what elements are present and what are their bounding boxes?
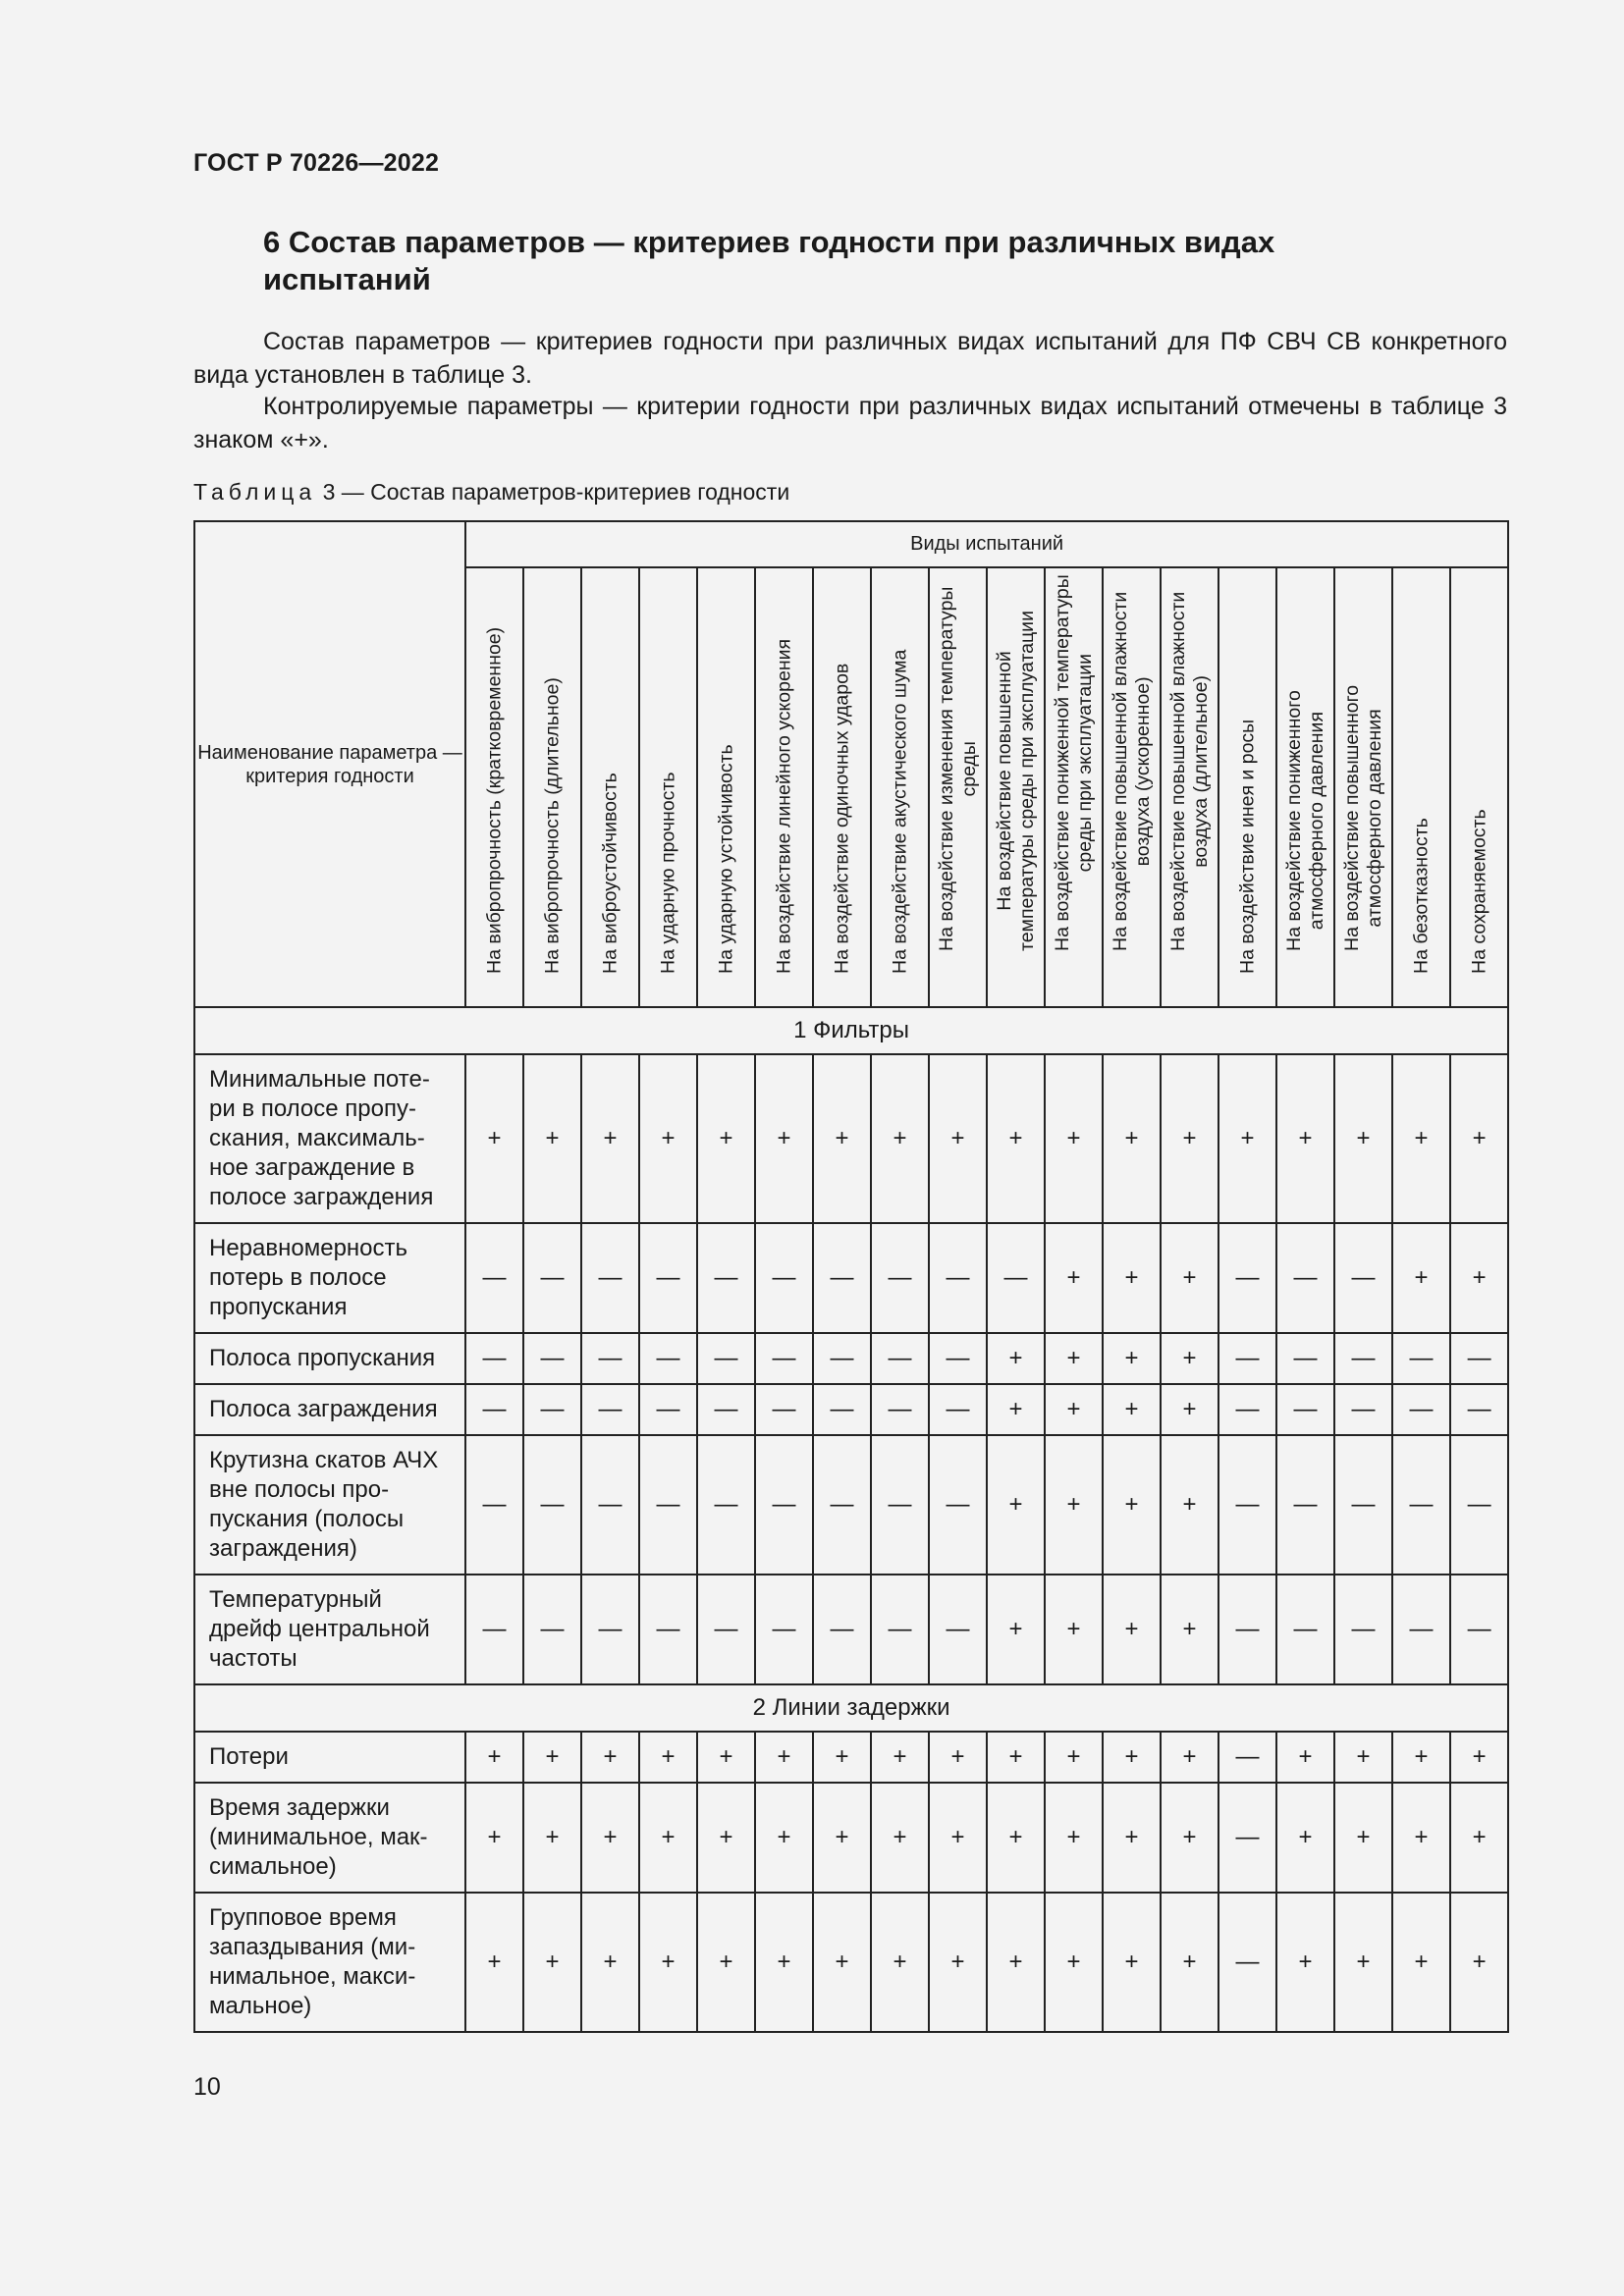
test-type-column-header — [987, 567, 1045, 1007]
criterion-mark-cell: — — [1218, 1732, 1276, 1783]
criterion-mark-cell: + — [581, 1054, 639, 1223]
criterion-mark-cell: — — [871, 1333, 929, 1384]
criterion-mark-cell: + — [523, 1783, 581, 1893]
criterion-mark-cell: + — [1103, 1333, 1161, 1384]
criterion-mark-cell: — — [639, 1435, 697, 1575]
criterion-mark-cell: — — [1276, 1223, 1334, 1333]
criterion-mark-cell: + — [465, 1783, 523, 1893]
criterion-mark-cell: + — [697, 1732, 755, 1783]
criterion-mark-cell: — — [1392, 1575, 1450, 1684]
criterion-mark-cell: + — [755, 1732, 813, 1783]
test-type-label: На виброустойчивость — [599, 773, 621, 974]
criterion-mark-cell: + — [1161, 1732, 1218, 1783]
criterion-mark-cell: + — [1161, 1783, 1218, 1893]
criterion-mark-cell: + — [1392, 1223, 1450, 1333]
criterion-mark-cell: + — [987, 1575, 1045, 1684]
criterion-mark-cell: — — [871, 1223, 929, 1333]
criterion-mark-cell: — — [1450, 1575, 1508, 1684]
criterion-mark-cell: + — [1161, 1333, 1218, 1384]
criterion-mark-cell: + — [1045, 1783, 1103, 1893]
criterion-mark-cell: — — [697, 1575, 755, 1684]
criterion-mark-cell: + — [639, 1783, 697, 1893]
criterion-mark-cell: — — [639, 1333, 697, 1384]
criterion-mark-cell: + — [1334, 1732, 1392, 1783]
criterion-mark-cell: — — [523, 1333, 581, 1384]
test-type-label: На безотказность — [1410, 818, 1432, 974]
criterion-mark-cell: + — [1450, 1054, 1508, 1223]
criterion-mark-cell: — — [581, 1575, 639, 1684]
test-type-label: На воздействие повышенного атмосферного давления — [1340, 684, 1385, 951]
criterion-mark-cell: + — [639, 1893, 697, 2032]
criterion-mark-cell: — — [755, 1223, 813, 1333]
criterion-mark-cell: + — [1045, 1435, 1103, 1575]
criterion-mark-cell: + — [1161, 1054, 1218, 1223]
criterion-mark-cell: — — [581, 1384, 639, 1435]
criterion-mark-cell: + — [1161, 1223, 1218, 1333]
parameter-name-cell: Групповое время запаздывания (ми- нимальное, макси- мальное) — [194, 1893, 465, 2032]
criterion-mark-cell: + — [987, 1054, 1045, 1223]
criterion-mark-cell: — — [523, 1575, 581, 1684]
parameter-name-cell: Полоса пропускания — [194, 1333, 465, 1384]
table-row — [194, 1333, 1508, 1384]
criterion-mark-cell: — — [813, 1333, 871, 1384]
criterion-mark-cell: + — [1045, 1575, 1103, 1684]
criterion-mark-cell: — — [871, 1435, 929, 1575]
criterion-mark-cell: + — [523, 1054, 581, 1223]
criterion-mark-cell: + — [1276, 1893, 1334, 2032]
criterion-mark-cell: + — [1161, 1435, 1218, 1575]
test-type-label: На ударную устойчивость — [715, 744, 736, 974]
criterion-mark-cell: + — [929, 1783, 987, 1893]
criterion-mark-cell: + — [465, 1732, 523, 1783]
criterion-mark-cell: + — [1392, 1783, 1450, 1893]
criterion-mark-cell: + — [929, 1732, 987, 1783]
criterion-mark-cell: — — [465, 1384, 523, 1435]
document-code: ГОСТ Р 70226—2022 — [193, 149, 440, 177]
test-type-column-header — [1161, 567, 1218, 1007]
table-row — [194, 1384, 1508, 1435]
table-row — [194, 1732, 1508, 1783]
table-row — [194, 1893, 1508, 2032]
criterion-mark-cell: — — [813, 1384, 871, 1435]
test-type-label: На воздействие изменения температуры среды — [935, 586, 980, 951]
parameter-name-cell: Температурный дрейф центральной частоты — [194, 1575, 465, 1684]
criterion-mark-cell: — — [1450, 1435, 1508, 1575]
criterion-mark-cell: + — [929, 1893, 987, 2032]
test-type-label: На воздействие линейного ускорения — [773, 638, 794, 974]
criterion-mark-cell: — — [929, 1223, 987, 1333]
criterion-mark-cell: — — [465, 1575, 523, 1684]
table-row — [194, 1783, 1508, 1893]
criterion-mark-cell: — — [871, 1575, 929, 1684]
criterion-mark-cell: + — [871, 1054, 929, 1223]
criterion-mark-cell: — — [929, 1333, 987, 1384]
criterion-mark-cell: + — [871, 1893, 929, 2032]
criterion-mark-cell: — — [929, 1384, 987, 1435]
test-type-label: На воздействие пониженного атмосферного давления — [1282, 690, 1327, 951]
test-type-column-header — [755, 567, 813, 1007]
section-title: 6 Состав параметров — критериев годности при различных видах испытаний — [263, 225, 1275, 296]
criterion-mark-cell: — — [813, 1223, 871, 1333]
criterion-mark-cell: + — [1276, 1783, 1334, 1893]
criterion-mark-cell: — — [697, 1333, 755, 1384]
criterion-mark-cell: — — [987, 1223, 1045, 1333]
parameter-name-cell: Полоса заграждения — [194, 1384, 465, 1435]
criterion-mark-cell: — — [523, 1223, 581, 1333]
parameter-name-cell: Неравномерность потерь в полосе пропускания — [194, 1223, 465, 1333]
criterion-mark-cell: + — [1045, 1893, 1103, 2032]
criterion-mark-cell: + — [1103, 1575, 1161, 1684]
criterion-mark-cell: + — [755, 1054, 813, 1223]
table-row — [194, 1435, 1508, 1575]
criterion-mark-cell: — — [1218, 1435, 1276, 1575]
criterion-mark-cell: + — [1103, 1732, 1161, 1783]
criterion-mark-cell: + — [1103, 1893, 1161, 2032]
criterion-mark-cell: — — [523, 1435, 581, 1575]
criterion-mark-cell: + — [813, 1893, 871, 2032]
criterion-mark-cell: — — [465, 1435, 523, 1575]
section-title-cell: 1 Фильтры — [194, 1007, 1508, 1054]
criterion-mark-cell: — — [465, 1223, 523, 1333]
criterion-mark-cell: + — [1045, 1333, 1103, 1384]
criterion-mark-cell: — — [813, 1575, 871, 1684]
criterion-mark-cell: + — [639, 1054, 697, 1223]
criterion-mark-cell: + — [465, 1893, 523, 2032]
test-type-column-header — [1392, 567, 1450, 1007]
test-type-label: На вибропрочность (длительное) — [541, 677, 563, 974]
criterion-mark-cell: + — [1045, 1223, 1103, 1333]
criterion-mark-cell: + — [1103, 1783, 1161, 1893]
criterion-mark-cell: — — [1392, 1435, 1450, 1575]
criterion-mark-cell: + — [871, 1783, 929, 1893]
table-row — [194, 1575, 1508, 1684]
criterion-mark-cell: — — [639, 1384, 697, 1435]
criterion-mark-cell: + — [697, 1893, 755, 2032]
test-type-column-header — [929, 567, 987, 1007]
criterion-mark-cell: — — [639, 1575, 697, 1684]
criterion-mark-cell: + — [813, 1054, 871, 1223]
criterion-mark-cell: + — [1103, 1435, 1161, 1575]
criterion-mark-cell: + — [987, 1893, 1045, 2032]
section-title-cell: 2 Линии задержки — [194, 1684, 1508, 1732]
criterion-mark-cell: + — [1103, 1223, 1161, 1333]
paragraph-1: Состав параметров — критериев годности при различных видах испытаний для ПФ СВЧ СВ конкретного вида установлен в таблице 3. — [193, 328, 1507, 389]
criterion-mark-cell: + — [1045, 1732, 1103, 1783]
criterion-mark-cell: — — [1392, 1384, 1450, 1435]
criterion-mark-cell: — — [1334, 1333, 1392, 1384]
criterion-mark-cell: — — [1218, 1893, 1276, 2032]
criterion-mark-cell: — — [1218, 1783, 1276, 1893]
criterion-mark-cell: + — [1392, 1054, 1450, 1223]
criterion-mark-cell: + — [1103, 1384, 1161, 1435]
table-row — [194, 1223, 1508, 1333]
criterion-mark-cell: — — [581, 1223, 639, 1333]
test-type-label: На воздействие акустического шума — [889, 649, 910, 974]
criterion-mark-cell: + — [1103, 1054, 1161, 1223]
test-type-column-header — [639, 567, 697, 1007]
test-type-column-header — [1218, 567, 1276, 1007]
criterion-mark-cell: + — [697, 1054, 755, 1223]
criterion-mark-cell: — — [1276, 1384, 1334, 1435]
section-header-row — [194, 1007, 1508, 1054]
criterion-mark-cell: — — [755, 1575, 813, 1684]
criterion-mark-cell: + — [987, 1732, 1045, 1783]
criterion-mark-cell: + — [523, 1732, 581, 1783]
criterion-mark-cell: — — [1218, 1384, 1276, 1435]
test-type-column-header — [871, 567, 929, 1007]
criteria-table — [193, 520, 1509, 2033]
criterion-mark-cell: — — [639, 1223, 697, 1333]
table-row — [194, 1054, 1508, 1223]
criterion-mark-cell: — — [755, 1333, 813, 1384]
criterion-mark-cell: + — [929, 1054, 987, 1223]
test-type-column-header — [813, 567, 871, 1007]
criterion-mark-cell: + — [1161, 1575, 1218, 1684]
parameter-name-cell: Минимальные поте- ри в полосе пропу- скания, максималь- ное заграждение в полосе заграждения — [194, 1054, 465, 1223]
criterion-mark-cell: + — [987, 1435, 1045, 1575]
test-type-column-header — [1103, 567, 1161, 1007]
criterion-mark-cell: + — [581, 1783, 639, 1893]
criterion-mark-cell: — — [1450, 1333, 1508, 1384]
criterion-mark-cell: + — [523, 1893, 581, 2032]
criterion-mark-cell: — — [1334, 1435, 1392, 1575]
criterion-mark-cell: — — [1218, 1575, 1276, 1684]
criterion-mark-cell: — — [755, 1435, 813, 1575]
criterion-mark-cell: + — [1276, 1054, 1334, 1223]
criterion-mark-cell: + — [1218, 1054, 1276, 1223]
parameter-name-header: Наименование параметра — критерия годности — [194, 521, 465, 1007]
test-type-label: На воздействие повышенной влажности воздуха (длительное) — [1166, 591, 1212, 951]
criterion-mark-cell: — — [523, 1384, 581, 1435]
criterion-mark-cell: — — [581, 1435, 639, 1575]
criterion-mark-cell: + — [639, 1732, 697, 1783]
criterion-mark-cell: + — [987, 1783, 1045, 1893]
criterion-mark-cell: + — [1276, 1732, 1334, 1783]
criterion-mark-cell: + — [1450, 1223, 1508, 1333]
test-type-column-header — [1334, 567, 1392, 1007]
criterion-mark-cell: — — [697, 1223, 755, 1333]
criterion-mark-cell: + — [813, 1732, 871, 1783]
test-type-label: На ударную прочность — [657, 772, 678, 974]
page-number: 10 — [193, 2073, 221, 2101]
criterion-mark-cell: — — [755, 1384, 813, 1435]
paragraph-2: Контролируемые параметры — критерии годности при различных видах испытаний отмечены в таблице 3 знаком «+». — [193, 393, 1507, 454]
criterion-mark-cell: — — [465, 1333, 523, 1384]
test-type-column-header — [1450, 567, 1508, 1007]
criterion-mark-cell: — — [581, 1333, 639, 1384]
test-type-column-header — [465, 567, 523, 1007]
test-type-label: На воздействие одиночных ударов — [831, 663, 852, 974]
criterion-mark-cell: + — [1450, 1783, 1508, 1893]
criterion-mark-cell: — — [1392, 1333, 1450, 1384]
table-caption-text: 3 — Состав параметров-критериев годности — [322, 479, 790, 505]
criterion-mark-cell: + — [755, 1783, 813, 1893]
criterion-mark-cell: + — [697, 1783, 755, 1893]
criterion-mark-cell: — — [697, 1435, 755, 1575]
criterion-mark-cell: — — [871, 1384, 929, 1435]
criterion-mark-cell: + — [1334, 1893, 1392, 2032]
test-type-label: На воздействие пониженной температуры среды при эксплуатации — [1051, 574, 1096, 951]
criterion-mark-cell: + — [1450, 1732, 1508, 1783]
criterion-mark-cell: + — [1392, 1732, 1450, 1783]
criterion-mark-cell: + — [987, 1333, 1045, 1384]
test-type-column-header — [581, 567, 639, 1007]
test-type-column-header — [1045, 567, 1103, 1007]
criterion-mark-cell: — — [1334, 1575, 1392, 1684]
criterion-mark-cell: + — [1045, 1054, 1103, 1223]
criterion-mark-cell: + — [465, 1054, 523, 1223]
criterion-mark-cell: — — [929, 1435, 987, 1575]
criterion-mark-cell: + — [1161, 1893, 1218, 2032]
test-type-column-header — [697, 567, 755, 1007]
criterion-mark-cell: — — [929, 1575, 987, 1684]
criterion-mark-cell: + — [1161, 1384, 1218, 1435]
parameter-name-cell: Крутизна скатов АЧХ вне полосы про- пускания (полосы заграждения) — [194, 1435, 465, 1575]
criterion-mark-cell: + — [1392, 1893, 1450, 2032]
table-caption-prefix: Таблица — [193, 479, 317, 505]
criterion-mark-cell: + — [1334, 1054, 1392, 1223]
criterion-mark-cell: — — [813, 1435, 871, 1575]
parameter-name-cell: Потери — [194, 1732, 465, 1783]
criterion-mark-cell: — — [1334, 1223, 1392, 1333]
section-header-row — [194, 1684, 1508, 1732]
criterion-mark-cell: + — [1450, 1893, 1508, 2032]
criterion-mark-cell: + — [581, 1732, 639, 1783]
criterion-mark-cell: + — [755, 1893, 813, 2032]
table-caption — [193, 479, 789, 506]
criterion-mark-cell: + — [987, 1384, 1045, 1435]
criterion-mark-cell: + — [871, 1732, 929, 1783]
criterion-mark-cell: — — [1276, 1333, 1334, 1384]
test-type-column-header — [1276, 567, 1334, 1007]
test-type-column-header — [523, 567, 581, 1007]
criterion-mark-cell: + — [1045, 1384, 1103, 1435]
test-type-label: На воздействие повышенной температуры среды при эксплуатации — [993, 611, 1038, 951]
criterion-mark-cell: — — [1334, 1384, 1392, 1435]
criterion-mark-cell: — — [1276, 1575, 1334, 1684]
test-type-label: На сохраняемость — [1468, 809, 1490, 974]
test-type-label: На воздействие инея и росы — [1236, 719, 1258, 974]
test-types-header: Виды испытаний — [465, 521, 1508, 567]
criterion-mark-cell: + — [813, 1783, 871, 1893]
criterion-mark-cell: — — [1218, 1223, 1276, 1333]
criterion-mark-cell: — — [1218, 1333, 1276, 1384]
criterion-mark-cell: — — [697, 1384, 755, 1435]
criterion-mark-cell: — — [1276, 1435, 1334, 1575]
parameter-name-cell: Время задержки (минимальное, мак- симальное) — [194, 1783, 465, 1893]
test-type-label: На воздействие повышенной влажности воздуха (ускоренное) — [1109, 591, 1154, 951]
criterion-mark-cell: — — [1450, 1384, 1508, 1435]
criterion-mark-cell: + — [581, 1893, 639, 2032]
criterion-mark-cell: + — [1334, 1783, 1392, 1893]
test-type-label: На вибропрочность (кратковременное) — [483, 626, 505, 974]
